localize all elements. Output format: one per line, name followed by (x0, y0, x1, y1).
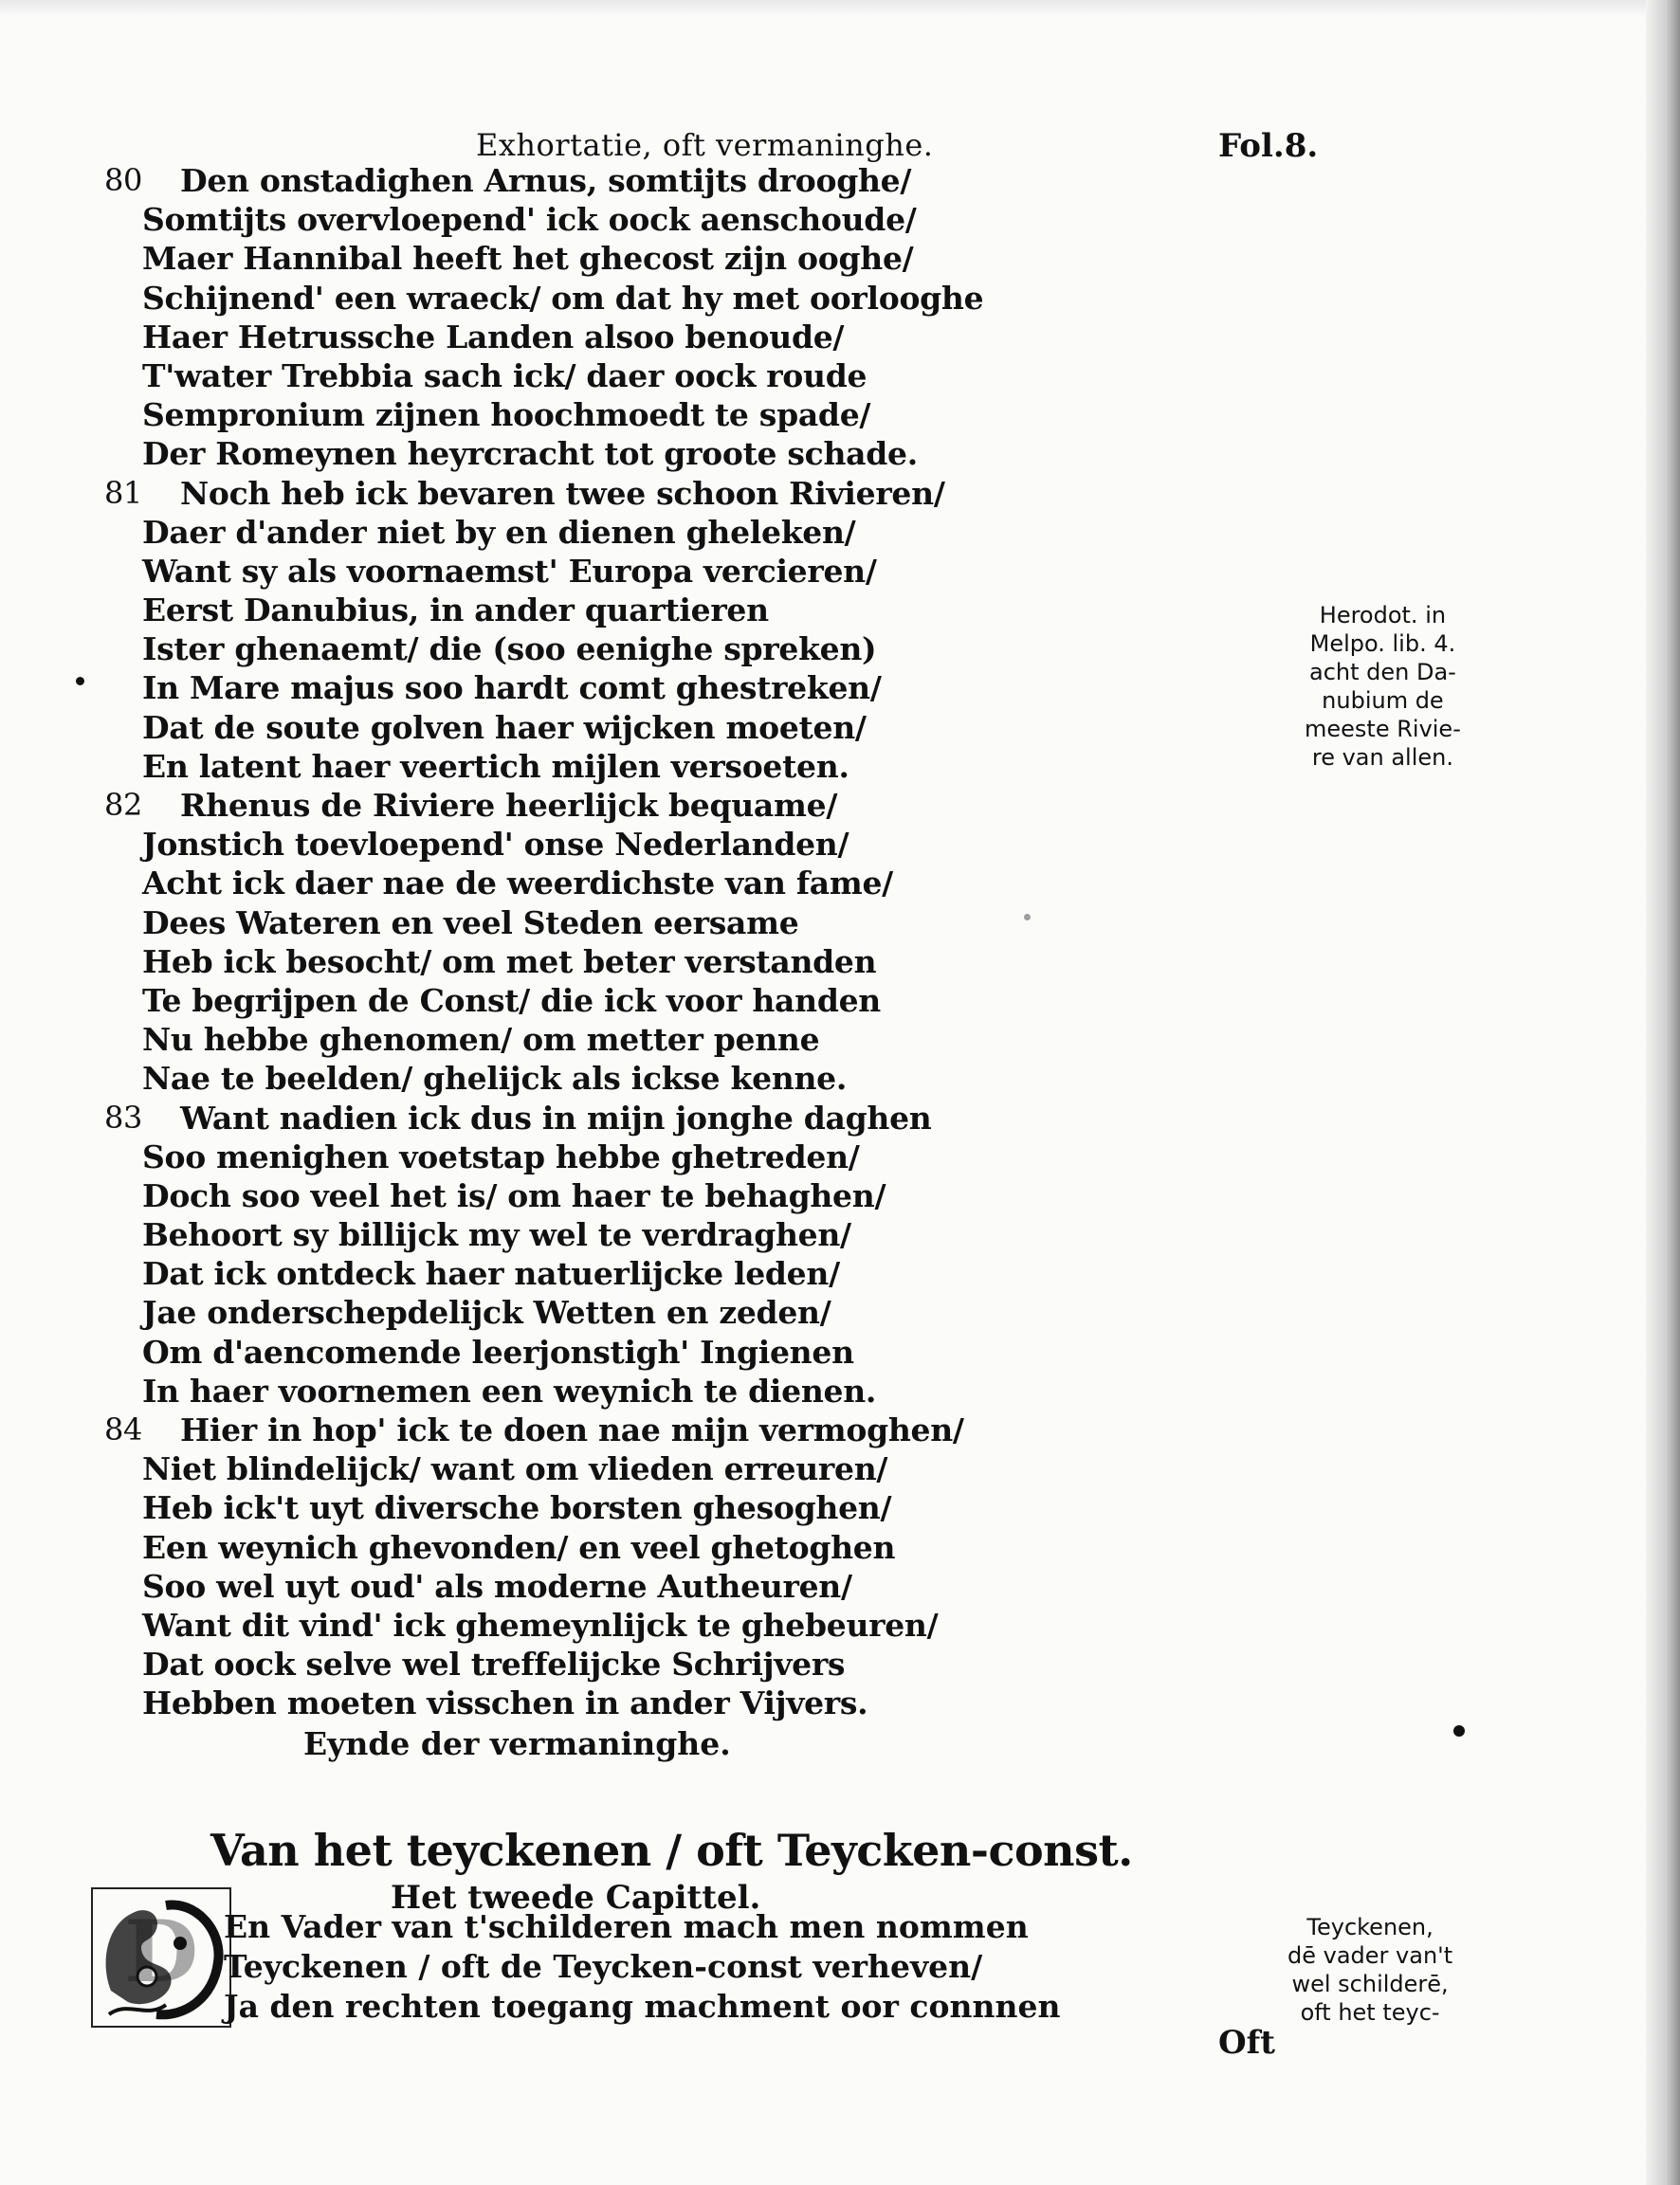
verse-line: Jae onderschepdelijck Wetten en zeden/ (142, 1294, 831, 1332)
verse-line: Nae te beelden/ ghelijck als ickse kenne. (142, 1060, 848, 1098)
running-head: Exhortatie, oft vermaninghe. (476, 127, 934, 163)
stanza-82 (0, 786, 1185, 1099)
verse-line: 81 Noch heb ick bevaren twee schoon Rivieren/ (104, 474, 945, 512)
stanza-83 (0, 1099, 1185, 1411)
verse-line: Haer Hetrussche Landen alsoo benoude/ (142, 318, 845, 355)
verse-line: 84 Hier in hop' ick te doen nae mijn vermoghen/ (104, 1411, 964, 1448)
verse-line: Doch soo veel het is/ om haer te behaghen/ (142, 1176, 886, 1214)
verse-line: Dees Wateren en veel Steden eersame (142, 903, 799, 941)
chapter-subtitle: Het tweede Capittel. (391, 1879, 761, 1917)
verse-line: Dat oock selve wel treffelijcke Schrijvers (142, 1646, 846, 1684)
poem-body (0, 161, 1185, 1765)
page-edge (1646, 0, 1680, 2185)
stanza-number: 83 (104, 1099, 143, 1136)
stanza-number: 81 (104, 474, 143, 511)
initial-letter: D (123, 1902, 199, 2002)
verse-line: Want dit vind' ick ghemeynlijck te ghebeuren/ (142, 1606, 939, 1644)
verse-line: Soo menighen voetstap hebbe ghetreden/ (142, 1138, 860, 1175)
verse-line: Daer d'ander niet by en dienen gheleken/ (142, 513, 856, 551)
verse-line: 83 Want nadien ick dus in mijn jonghe daghen (104, 1099, 932, 1137)
catchword: Oft (1218, 2024, 1275, 2062)
ink-speck (1453, 1725, 1465, 1737)
chapter-text (224, 1907, 1060, 2027)
verse-line: Heb ick't uyt diversche borsten ghesoghen/ (142, 1489, 892, 1527)
ink-speck (1024, 914, 1031, 920)
verse-line: Om d'aencomende leerjonstigh' Ingienen (142, 1333, 854, 1371)
verse-line: Sempronium zijnen hoochmoedt te spade/ (142, 396, 871, 434)
end-of-exhortation: Eynde der vermaninghe. (303, 1724, 731, 1762)
marginal-note-herodot: Herodot. in Melpo. lib. 4. acht den Da- nubium de meeste Rivie- re van allen. (1305, 602, 1461, 771)
verse-line: Niet blindelijck/ want om vlieden erreuren/ (142, 1450, 888, 1488)
stanza-number: 80 (104, 162, 143, 198)
verse-line: En latent haer veertich mijlen versoeten. (142, 747, 849, 785)
chapter-title: Van het teyckenen / oft Teycken-const. (210, 1825, 1133, 1876)
verse-line: T'water Trebbia sach ick/ daer oock roude (142, 356, 867, 394)
verse-line: Want sy als voornaemst' Europa vercieren/ (142, 552, 877, 590)
chapter-line: Ja den rechten toegang machment oor connnen (224, 1988, 1061, 2025)
verse-line: Hebben moeten visschen in ander Vijvers. (142, 1684, 868, 1722)
verse-line: Te begrijpen de Const/ die ick voor handen (142, 981, 881, 1019)
folio-number: Fol.8. (1218, 127, 1319, 165)
verse-line: Een weynich ghevonden/ en veel ghetoghen (142, 1528, 896, 1566)
verse-line: In haer voornemen een weynich te dienen. (142, 1372, 877, 1410)
ink-speck (76, 677, 84, 685)
verse-line: Behoort sy billijck my wel te verdraghen/ (142, 1216, 851, 1254)
stanza-80 (0, 161, 1185, 474)
verse-line: Dat ick ontdeck haer natuerlijcke leden/ (142, 1255, 840, 1293)
stanza-number: 84 (104, 1411, 143, 1448)
page-top-shadow (0, 0, 1680, 17)
verse-line: Ister ghenaemt/ die (soo eenighe spreken) (142, 630, 877, 668)
verse-line: Somtijts overvloepend' ick oock aenschoude/ (142, 201, 917, 239)
verse-line: Acht ick daer nae de weerdichste van fame/ (142, 865, 893, 902)
verse-line: Nu hebbe ghenomen/ om metter penne (142, 1021, 820, 1059)
verse-line: 80 Den onstadighen Arnus, somtijts drooghe/ (104, 162, 912, 199)
chapter-line: En Vader van t'schilderen mach men nommen (224, 1908, 1029, 1945)
decorated-initial (90, 1886, 232, 2029)
marginal-note-teyckenen: Teyckenen, dē vader van't wel schilderē, oft het teyc- (1287, 1914, 1453, 2026)
chapter-line: Teyckenen / oft de Teycken-const verheven/ (224, 1948, 983, 1985)
verse-line: Schijnend' een wraeck/ om dat hy met oorlooghe (142, 279, 984, 317)
verse-line: Der Romeynen heyrcracht tot groote schade. (142, 435, 918, 473)
stanza-81 (0, 474, 1185, 787)
stanza-84 (0, 1411, 1185, 1723)
verse-line: Soo wel uyt oud' als moderne Autheuren/ (142, 1567, 852, 1605)
verse-line: In Mare majus soo hardt comt ghestreken/ (142, 669, 882, 707)
verse-line: 82 Rhenus de Riviere heerlijck bequame/ (104, 787, 838, 824)
verse-line: Dat de soute golven haer wijcken moeten/ (142, 708, 867, 746)
verse-line: Maer Hannibal heeft het ghecost zijn ooghe/ (142, 240, 914, 278)
verse-line: Jonstich toevloepend' onse Nederlanden/ (142, 826, 849, 864)
stanza-number: 82 (104, 787, 143, 823)
verse-line: Eerst Danubius, in ander quartieren (142, 592, 769, 629)
verse-line: Heb ick besocht/ om met beter verstanden (142, 942, 877, 980)
